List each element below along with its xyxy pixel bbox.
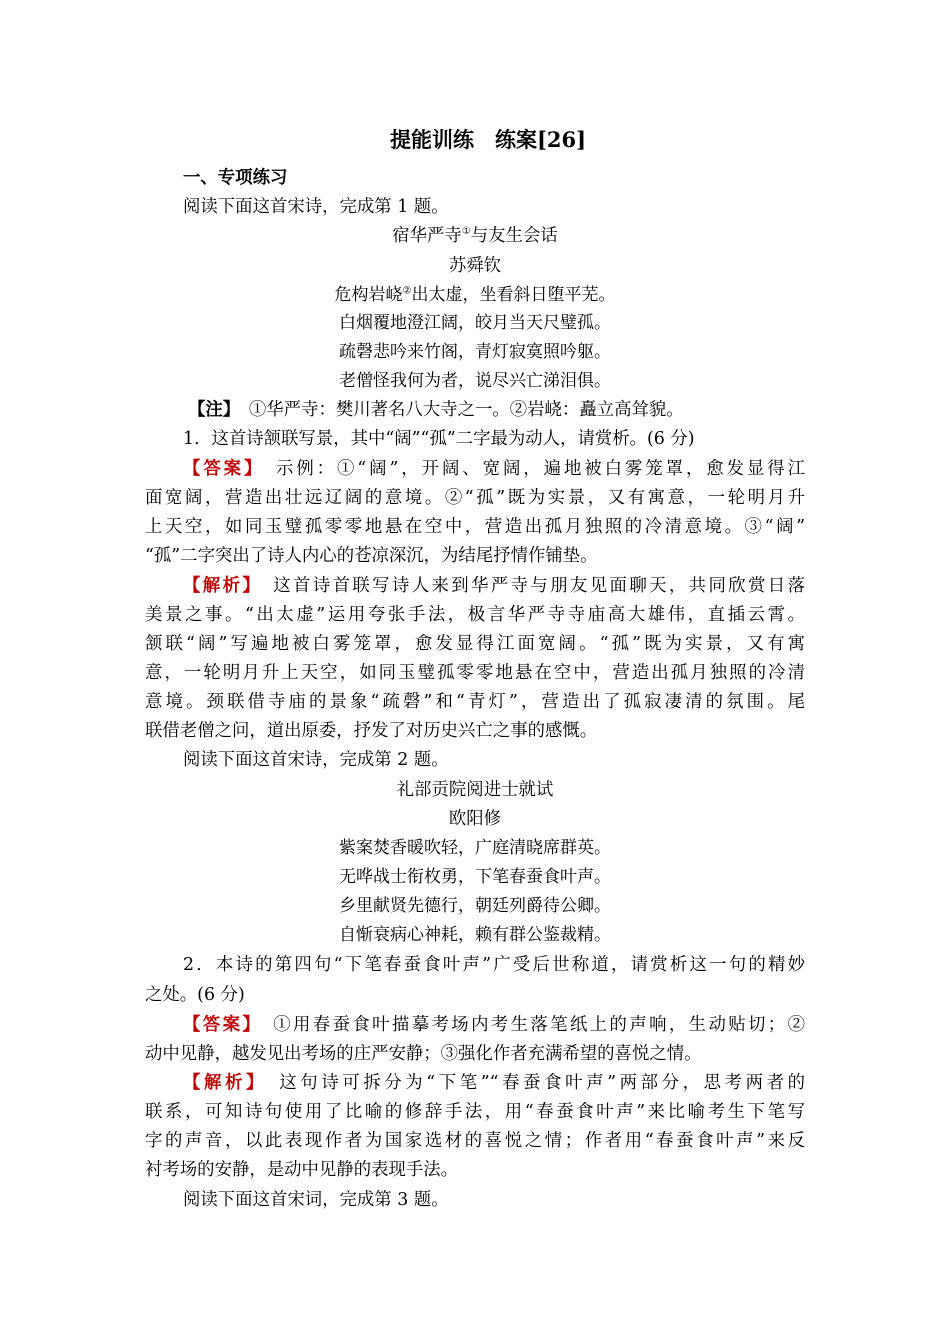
poem2-line: 自惭衰病心神耗，赖有群公鉴裁精。 [339,925,611,945]
analysis-2-line: 【解析】 这句诗可拆分为“下笔”“春蚕食叶声”两部分，思考两者的 [183,1073,805,1093]
analysis-1-line: 意境。颈联借寺庙的景象“疏磬”和“青灯”，营造出了孤寂凄清的氛围。尾 [145,692,805,712]
question-2-line: 2．本诗的第四句“下笔春蚕食叶声”广受后世称道，请赏析这一句的精妙 [183,955,805,975]
poem1-line: 疏磬悲吟来竹阁，青灯寂寞照吟躯。 [339,342,611,362]
intro-q1: 阅读下面这首宋诗，完成第 1 题。 [183,197,449,217]
poem1-line: 危构岩峣②出太虚，坐看斜日堕平芜。 [334,285,616,305]
analysis-1-line: 联借老僧之问，道出原委，抒发了对历史兴亡之事的感慨。 [145,721,598,741]
annotation-note: 【注】 ①华严寺：樊川著名八大寺之一。②岩峣：矗立高耸貌。 [188,400,684,420]
section-heading: 一、专项练习 [183,168,288,188]
poem1-author: 苏舜钦 [448,256,502,276]
intro-q2: 阅读下面这首宋诗，完成第 2 题。 [183,750,449,770]
poem1-line: 白烟覆地澄江阔，皎月当天尺璧孤。 [339,313,611,333]
question-1: 1．这首诗颔联写景，其中“阔”“孤”二字最为动人，请赏析。(6 分) [183,429,695,449]
poem1-line: 老僧怪我何为者，说尽兴亡涕泪俱。 [339,371,611,391]
page-title: 提能训练 练案[26] [390,127,587,152]
analysis-2-line: 字的声音，以此表现作者为国家选材的喜悦之情；作者用“春蚕食叶声”来反 [145,1131,805,1151]
answer-1-line: 面宽阔，营造出壮远辽阔的意境。②“孤”既为实景，又有寓意，一轮明月升 [145,488,805,508]
intro-q3: 阅读下面这首宋词，完成第 3 题。 [183,1190,449,1210]
answer-2-line: 【答案】 ①用春蚕食叶描摹考场内考生落笔纸上的声响，生动贴切；② [183,1015,805,1035]
question-2-line: 之处。(6 分) [145,985,245,1005]
answer-1-line: 【答案】 示例：①“阔”，开阔、宽阔，遍地被白雾笼罩，愈发显得江 [183,459,805,479]
analysis-1-line: 美景之事。“出太虚”运用夸张手法，极言华严寺寺庙高大雄伟，直插云霄。 [145,605,805,625]
poem2-line: 乡里献贤先德行，朝廷列爵待公卿。 [339,896,611,916]
poem2-line: 无哗战士衔枚勇，下笔春蚕食叶声。 [339,867,611,887]
analysis-1-line: 颔联“阔”写遍地被白雾笼罩，愈发显得江面宽阔。“孤”既为实景，又有寓 [145,634,805,654]
poem2-line: 紫案焚香暖吹轻，广庭清晓席群英。 [339,838,611,858]
analysis-1-line: 意，一轮明月升上天空，如同玉璧孤零零地悬在空中，营造出孤月独照的冷清 [145,663,805,683]
answer-1-line: 上天空，如同玉璧孤零零地悬在空中，营造出孤月独照的冷清意境。③“阔” [145,517,805,537]
analysis-2-line: 衬考场的安静，是动中见静的表现手法。 [145,1160,459,1180]
poem2-title: 礼部贡院阅进士就试 [396,780,554,800]
analysis-1-line: 【解析】 这首诗首联写诗人来到华严寺与朋友见面聊天，共同欣赏日落 [183,576,805,596]
poem1-title: 宿华严寺①与友生会话 [392,226,558,246]
answer-2-line: 动中见静，越发见出考场的庄严安静；③强化作者充满希望的喜悦之情。 [145,1044,702,1064]
poem2-author: 欧阳修 [448,809,502,829]
analysis-2-line: 联系，可知诗句使用了比喻的修辞手法，用“春蚕食叶声”来比喻考生下笔写 [145,1102,805,1122]
answer-1-line: “孤”二字突出了诗人内心的苍凉深沉，为结尾抒情作铺垫。 [145,546,598,566]
